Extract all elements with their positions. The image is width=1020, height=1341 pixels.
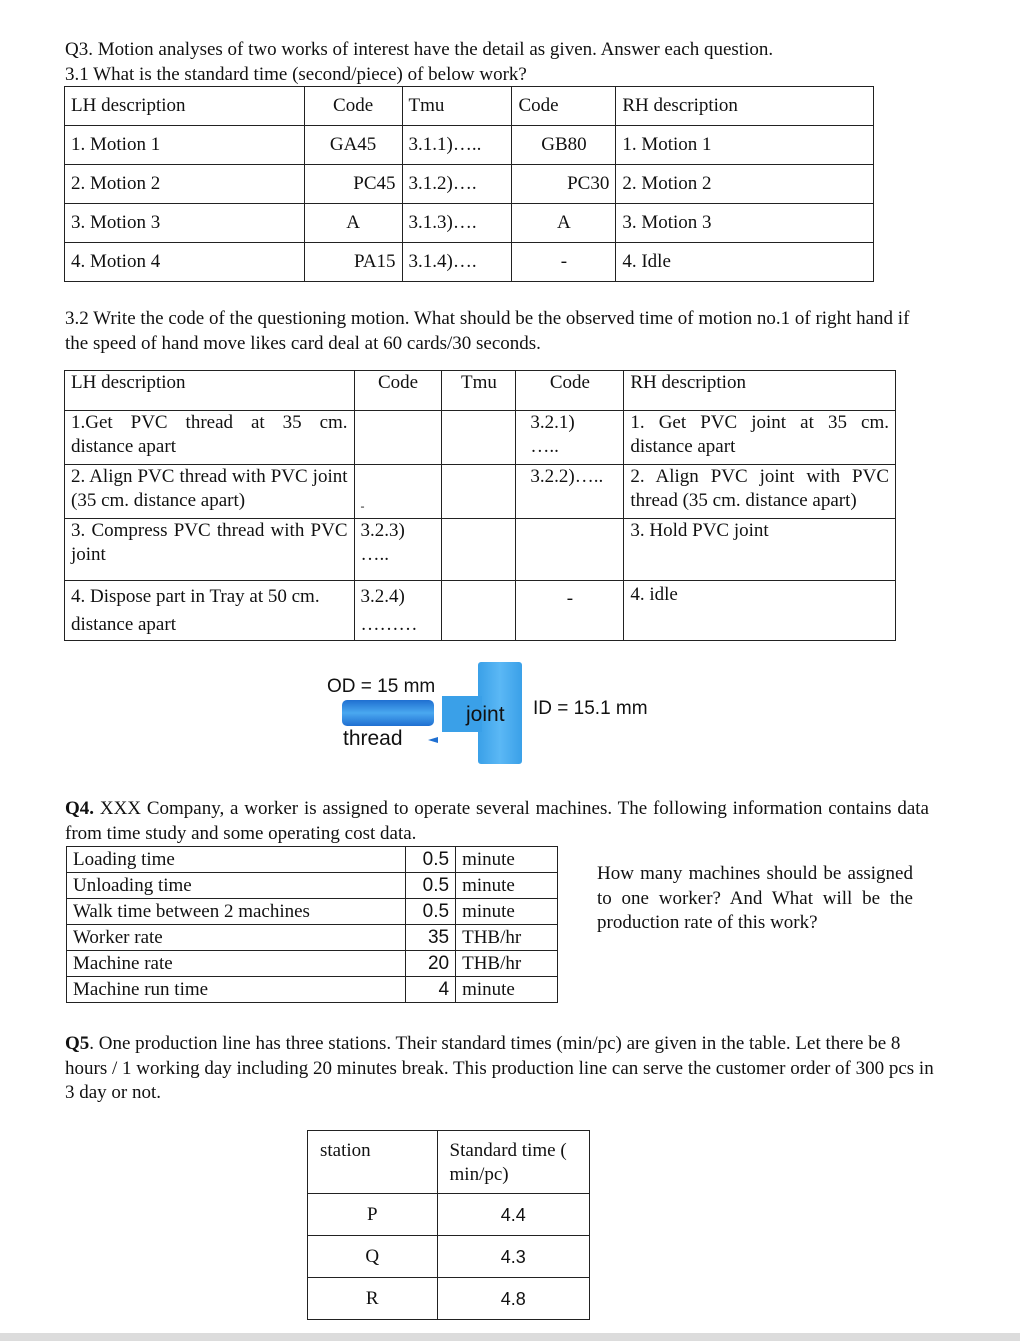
table-row bbox=[65, 165, 874, 204]
table-row bbox=[65, 581, 896, 641]
lh-code-blank: 3.2.4) ……… bbox=[354, 581, 442, 641]
lh-description: 3. Motion 3 bbox=[65, 204, 305, 243]
lh-description: 1.Get PVC thread at 35 cm. distance apart bbox=[65, 411, 355, 465]
tmu-blank: 3.1.3)…. bbox=[402, 204, 512, 243]
rh-description: 2. Align PVC joint with PVC thread (35 cm. distance apart) bbox=[624, 465, 896, 519]
lh-description: 2. Align PVC thread with PVC joint (35 cm. distance apart) bbox=[65, 465, 355, 519]
tmu-cell bbox=[442, 519, 516, 581]
item-value: 0.5 bbox=[406, 873, 456, 899]
item-label: Worker rate bbox=[67, 925, 406, 951]
header-tmu: Tmu bbox=[442, 371, 516, 411]
rh-description: 4. Idle bbox=[616, 243, 874, 282]
q5-label: Q5 bbox=[65, 1033, 90, 1054]
table-header-row bbox=[65, 87, 874, 126]
table-row bbox=[67, 847, 558, 873]
tmu-blank: 3.1.2)…. bbox=[402, 165, 512, 204]
q4-label: Q4. bbox=[65, 798, 95, 819]
lh-description: 4. Motion 4 bbox=[65, 243, 305, 282]
table-row bbox=[65, 465, 896, 519]
q4-text bbox=[65, 797, 929, 846]
table-header-row bbox=[65, 371, 896, 411]
header-rh-description: RH description bbox=[616, 87, 874, 126]
table-row bbox=[308, 1194, 590, 1236]
rh-code: - bbox=[512, 243, 616, 282]
tmu-cell bbox=[442, 465, 516, 519]
rh-description: 2. Motion 2 bbox=[616, 165, 874, 204]
header-lh-description: LH description bbox=[65, 87, 305, 126]
header-code: Code bbox=[304, 87, 402, 126]
table-row bbox=[308, 1278, 590, 1320]
thread-pipe bbox=[342, 700, 434, 726]
lh-description: 3. Compress PVC thread with PVC joint bbox=[65, 519, 355, 581]
station-name: Q bbox=[308, 1236, 438, 1278]
table-header-row bbox=[308, 1131, 590, 1194]
item-label: Machine rate bbox=[67, 951, 406, 977]
header-tmu: Tmu bbox=[402, 87, 512, 126]
table-row bbox=[65, 411, 896, 465]
item-value: 35 bbox=[406, 925, 456, 951]
table-row bbox=[65, 126, 874, 165]
rh-description: 1. Get PVC joint at 35 cm. distance apart bbox=[624, 411, 896, 465]
rh-description: 4. idle bbox=[624, 581, 896, 641]
item-value: 0.5 bbox=[406, 899, 456, 925]
id-label: ID = 15.1 mm bbox=[533, 698, 648, 719]
item-label: Unloading time bbox=[67, 873, 406, 899]
item-unit: minute bbox=[456, 977, 558, 1003]
od-label: OD = 15 mm bbox=[327, 676, 436, 697]
header-code: Code bbox=[354, 371, 442, 411]
rh-code: A bbox=[512, 204, 616, 243]
table-row bbox=[67, 873, 558, 899]
rh-code bbox=[516, 519, 624, 581]
tmu-cell bbox=[442, 411, 516, 465]
tmu-blank: 3.1.1)….. bbox=[402, 126, 512, 165]
lh-description: 4. Dispose part in Tray at 50 cm. distance apart bbox=[65, 581, 355, 641]
lh-code: PC45 bbox=[304, 165, 402, 204]
lh-code: - bbox=[354, 465, 442, 519]
item-value: 4 bbox=[406, 977, 456, 1003]
item-label: Loading time bbox=[67, 847, 406, 873]
pvc-diagram bbox=[320, 660, 700, 770]
item-label: Walk time between 2 machines bbox=[67, 899, 406, 925]
item-unit: minute bbox=[456, 899, 558, 925]
table-row bbox=[67, 951, 558, 977]
rh-code: - bbox=[516, 581, 624, 641]
item-value: 0.5 bbox=[406, 847, 456, 873]
q4-body: XXX Company, a worker is assigned to operate several machines. The following information contains data from time study and some operating cost data. bbox=[65, 798, 929, 844]
header-code: Code bbox=[516, 371, 624, 411]
rh-code-blank: 3.2.1) ….. bbox=[516, 411, 624, 465]
rh-code: PC30 bbox=[512, 165, 616, 204]
header-rh-description: RH description bbox=[624, 371, 896, 411]
q3-intro: Q3. Motion analyses of two works of interest have the detail as given. Answer each question. bbox=[65, 39, 774, 60]
header-standard-time: Standard time ( min/pc) bbox=[437, 1131, 589, 1194]
station-time: 4.3 bbox=[437, 1236, 589, 1278]
table-row bbox=[308, 1236, 590, 1278]
q5-body: . One production line has three stations. Their standard times (min/pc) are given in the table. Let there be 8 hours / 1 working day including 20 minutes break. This production line can serve the customer order of 300 pcs in 3 day or not. bbox=[65, 1033, 934, 1103]
tmu-cell bbox=[442, 581, 516, 641]
q4-question: How many machines should be assigned to one worker? And What will be the production rate of this work? bbox=[597, 863, 913, 933]
rh-description: 1. Motion 1 bbox=[616, 126, 874, 165]
lh-code bbox=[354, 411, 442, 465]
lh-description: 1. Motion 1 bbox=[65, 126, 305, 165]
q3-2-text: 3.2 Write the code of the questioning motion. What should be the observed time of motion no.1 of right hand if the speed of hand move likes card deal at 60 cards/30 seconds. bbox=[65, 308, 910, 354]
table-row bbox=[67, 899, 558, 925]
table-row bbox=[67, 925, 558, 951]
item-unit: minute bbox=[456, 847, 558, 873]
table-row bbox=[65, 243, 874, 282]
time-study-table bbox=[66, 846, 558, 1003]
item-label: Machine run time bbox=[67, 977, 406, 1003]
table-row bbox=[65, 204, 874, 243]
q5-text bbox=[65, 1032, 935, 1106]
arrow-left-icon bbox=[428, 737, 438, 743]
lh-code: PA15 bbox=[304, 243, 402, 282]
lh-code: A bbox=[304, 204, 402, 243]
thread-label: thread bbox=[343, 727, 403, 750]
lh-code: GA45 bbox=[304, 126, 402, 165]
table-row bbox=[67, 977, 558, 1003]
station-name: R bbox=[308, 1278, 438, 1320]
station-table bbox=[307, 1130, 590, 1320]
station-time: 4.4 bbox=[437, 1194, 589, 1236]
joint-label: joint bbox=[466, 703, 505, 726]
station-name: P bbox=[308, 1194, 438, 1236]
header-station: station bbox=[308, 1131, 438, 1194]
motion-table-3-1 bbox=[64, 86, 874, 282]
q3-1-title: 3.1 What is the standard time (second/piece) of below work? bbox=[65, 64, 527, 85]
lh-description: 2. Motion 2 bbox=[65, 165, 305, 204]
item-unit: minute bbox=[456, 873, 558, 899]
rh-code: GB80 bbox=[512, 126, 616, 165]
rh-description: 3. Hold PVC joint bbox=[624, 519, 896, 581]
rh-code-blank: 3.2.2)….. bbox=[516, 465, 624, 519]
item-value: 20 bbox=[406, 951, 456, 977]
rh-description: 3. Motion 3 bbox=[616, 204, 874, 243]
lh-code-blank: 3.2.3) ….. bbox=[354, 519, 442, 581]
header-lh-description: LH description bbox=[65, 371, 355, 411]
page-bottom-edge bbox=[0, 1333, 1020, 1341]
item-unit: THB/hr bbox=[456, 925, 558, 951]
table-row bbox=[65, 519, 896, 581]
item-unit: THB/hr bbox=[456, 951, 558, 977]
header-code: Code bbox=[512, 87, 616, 126]
motion-table-3-2 bbox=[64, 370, 896, 641]
tmu-blank: 3.1.4)…. bbox=[402, 243, 512, 282]
station-time: 4.8 bbox=[437, 1278, 589, 1320]
